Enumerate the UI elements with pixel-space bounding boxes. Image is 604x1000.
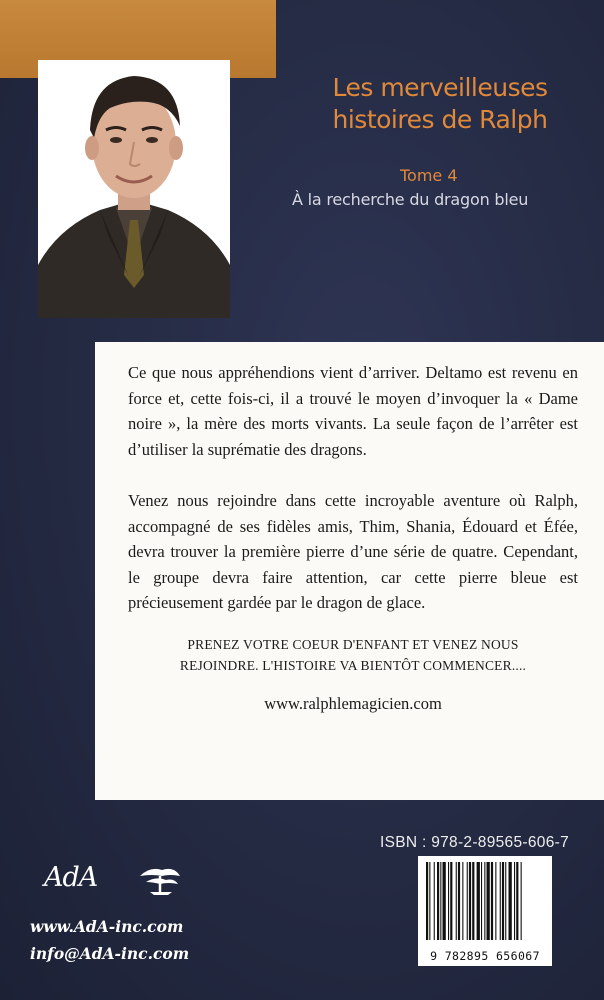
- callout-line1: PRENEZ VOTRE COEUR D'ENFANT ET VENEZ NOUS: [187, 636, 519, 652]
- series-title-line2: histoires de Ralph: [332, 105, 548, 134]
- bonsai-tree-icon: [136, 864, 182, 896]
- series-title: [300, 72, 580, 136]
- publisher-website-link[interactable]: www.AdA-inc.com: [30, 917, 184, 936]
- publisher-logo-text: AdA: [44, 862, 98, 893]
- series-title-line1: Les merveilleuses: [332, 73, 548, 102]
- callout-line2: REJOINDRE. L'HISTOIRE VA BIENTÔT COMMENCER....: [179, 657, 527, 673]
- tome-number: Tome 4: [400, 166, 458, 185]
- book-subtitle: À la recherche du dragon bleu: [292, 190, 529, 209]
- author-portrait-image: [38, 60, 230, 318]
- blurb-paragraph-1: Ce que nous appréhendions vient d’arriver. Deltamo est revenu en force et, cette fois-ci, il a trouvé le moyen d’invoquer la « Dame noire », la mère des morts vivants. La seule façon de l’arrêter est d’utiliser la suprématie des dragons.: [128, 363, 578, 459]
- isbn-label: ISBN : 978-2-89565-606-7: [380, 834, 570, 851]
- blurb-box: [95, 342, 604, 800]
- blurb-paragraph-2: Venez nous rejoindre dans cette incroyable aventure où Ralph, accompagné de ses fidèles amis, Thim, Shania, Édouard et Éfée, devra trouver la première pierre d’une série de quatre. Cependant, le groupe devra faire attention, car cette pierre bleue est précieusement gardée par le dragon de glace.: [128, 491, 578, 612]
- publisher-email-link[interactable]: info@AdA-inc.com: [30, 944, 190, 963]
- barcode: [418, 856, 552, 966]
- barcode-bars: [418, 856, 552, 948]
- author-photo: [38, 60, 230, 318]
- series-website-link[interactable]: www.ralphlemagicien.com: [264, 693, 442, 713]
- publisher-logo: [44, 862, 184, 902]
- barcode-number: 9 782895 656067: [430, 949, 540, 963]
- blurb-callout: [128, 634, 578, 676]
